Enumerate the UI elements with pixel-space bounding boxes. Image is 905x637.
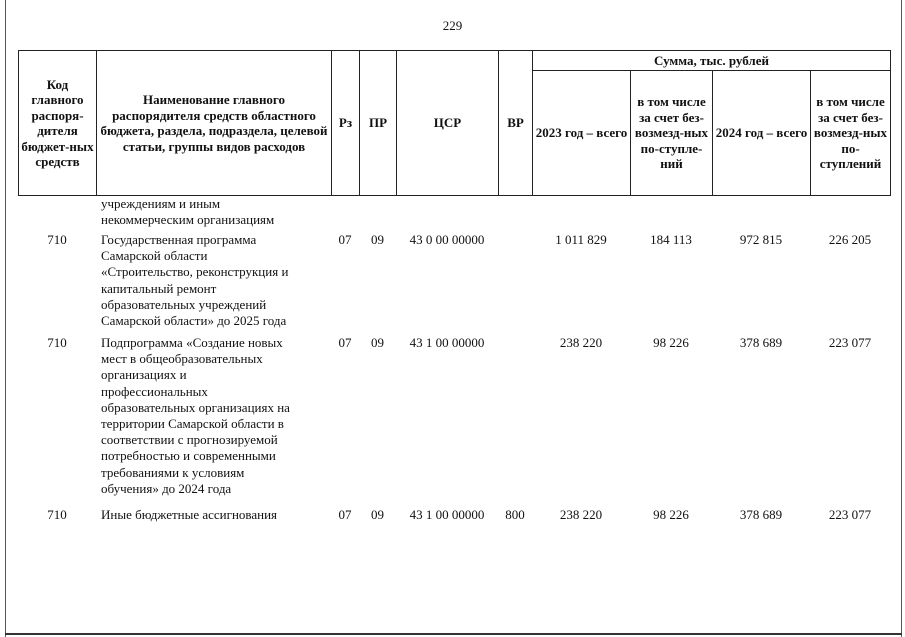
row-csr: 43 1 00 00000 bbox=[409, 507, 485, 522]
row-2024-grants: 226 205 bbox=[828, 232, 872, 247]
row-name-line: Самарской области bbox=[101, 248, 208, 264]
row-rz: 07 bbox=[338, 335, 352, 350]
header-2023-grants: в том числе за счет без-возмезд-ных по-ступле-ний bbox=[631, 71, 713, 196]
header-vr: ВР bbox=[499, 51, 533, 196]
row-code: 710 bbox=[47, 335, 67, 350]
row-rz: 07 bbox=[338, 507, 352, 522]
row-csr: 43 1 00 00000 bbox=[409, 335, 485, 350]
row-name-line: Самарской области» до 2025 года bbox=[101, 313, 287, 329]
header-rz: Рз bbox=[332, 51, 360, 196]
row-name-line: образовательных учреждений bbox=[101, 296, 267, 312]
row-pr: 09 bbox=[371, 232, 384, 247]
row-name-line: Подпрограмма «Создание новых bbox=[101, 335, 283, 350]
row-2024-total: 378 689 bbox=[739, 507, 783, 522]
row-2023-total: 238 220 bbox=[559, 335, 603, 350]
row-2024-total: 378 689 bbox=[739, 335, 783, 350]
page-frame-left bbox=[5, 0, 6, 637]
row-name-line: потребностью и современными bbox=[101, 448, 276, 464]
row-name-line: профессиональных bbox=[101, 383, 208, 399]
page-number: 229 bbox=[442, 18, 463, 33]
header-sum-group: Сумма, тыс. рублей bbox=[533, 51, 891, 71]
continuation-line: некоммерческим организациям bbox=[101, 212, 275, 227]
row-name-line: соответствии с прогнозируемой bbox=[101, 432, 278, 448]
table-header bbox=[18, 50, 891, 196]
row-pr: 09 bbox=[371, 335, 384, 350]
row-name-line: «Строительство, реконструкция и bbox=[101, 264, 289, 280]
row-2023-grants: 98 226 bbox=[653, 335, 689, 350]
header-2023-total: 2023 год – всего bbox=[533, 71, 631, 196]
page-frame-right bbox=[901, 0, 902, 637]
row-vr: 800 bbox=[505, 507, 525, 522]
row-2023-grants: 184 113 bbox=[650, 232, 692, 247]
header-name: Наименование главного распорядителя средств областного бюджета, раздела, подраздела, целевой статьи, группы видов расходов bbox=[97, 51, 332, 196]
row-name-line: мест в общеобразовательных bbox=[101, 351, 263, 367]
row-code: 710 bbox=[47, 507, 67, 522]
continuation-line: учреждениям и иным bbox=[101, 196, 221, 211]
row-name bbox=[101, 335, 331, 497]
row-name-line: капитальный ремонт bbox=[101, 280, 217, 296]
row-name-line: организациях и bbox=[101, 367, 187, 383]
row-pr: 09 bbox=[371, 507, 384, 522]
row-name-line: образовательных организациях на bbox=[101, 399, 290, 415]
row-2023-total: 238 220 bbox=[559, 507, 603, 522]
row-name-line: Государственная программа bbox=[101, 232, 257, 247]
header-csr: ЦСР bbox=[397, 51, 499, 196]
row-name-line: обучения» до 2024 года bbox=[101, 480, 232, 496]
header-2024-total: 2024 год – всего bbox=[713, 71, 811, 196]
header-pr: ПР bbox=[360, 51, 397, 196]
row-name bbox=[101, 507, 331, 523]
header-2024-grants: в том числе за счет без-возмезд-ных по-ступлений bbox=[811, 71, 891, 196]
page-frame-bottom bbox=[5, 633, 902, 635]
row-2024-grants: 223 077 bbox=[828, 507, 872, 522]
row-name-line: требованиями к условиям bbox=[101, 464, 245, 480]
row-name-line: территории Самарской области в bbox=[101, 416, 284, 432]
row-2024-grants: 223 077 bbox=[828, 335, 872, 350]
row-name-line: Иные бюджетные ассигнования bbox=[101, 507, 278, 522]
row-name bbox=[101, 232, 331, 329]
row-2023-grants: 98 226 bbox=[653, 507, 689, 522]
row-code: 710 bbox=[47, 232, 67, 247]
row-2023-total: 1 011 829 bbox=[555, 232, 607, 247]
row-csr: 43 0 00 00000 bbox=[409, 232, 485, 247]
header-code: Код главного распоря-дителя бюджет-ных средств bbox=[19, 51, 97, 196]
row-rz: 07 bbox=[338, 232, 352, 247]
row-2024-total: 972 815 bbox=[739, 232, 783, 247]
